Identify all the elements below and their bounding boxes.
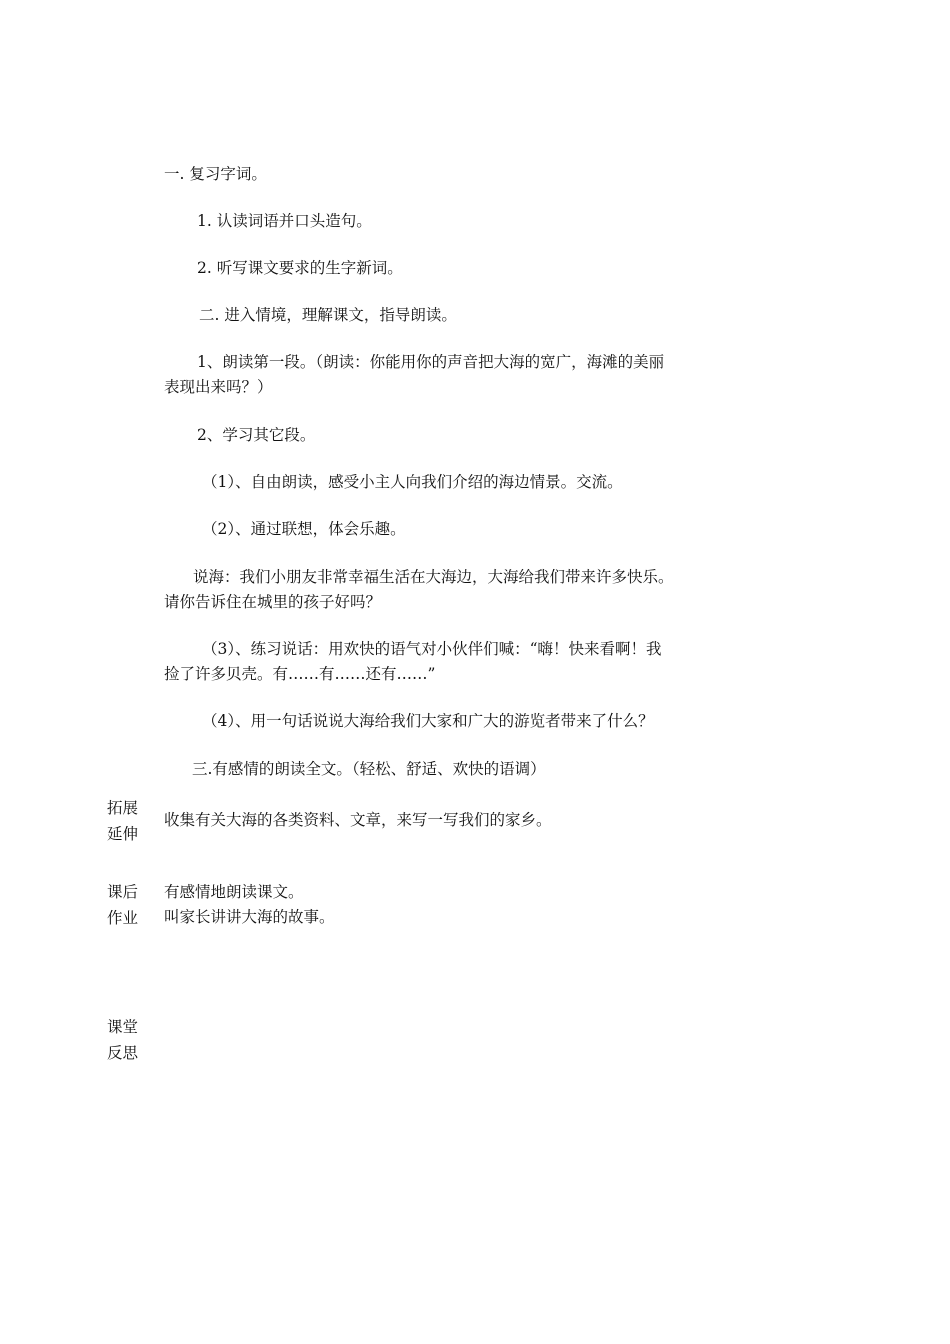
extension-label-line-1: 拓展	[107, 799, 139, 817]
reflection-label	[107, 1014, 147, 1066]
homework-text-1: 有感情地朗读课文。	[164, 883, 304, 901]
extension-label-line-2: 延伸	[107, 825, 139, 843]
homework-text-2: 叫家长讲讲大海的故事。	[164, 908, 335, 926]
section-heading-review: 一. 复习字词。	[164, 165, 267, 183]
homework-label	[107, 879, 147, 931]
reflection-label-line-1: 课堂	[107, 1018, 139, 1036]
speak-sea-line-1: 说海：我们小朋友非常幸福生活在大海边，大海给我们带来许多快乐。	[193, 568, 674, 586]
reading-step-1-line-1: 1、朗读第一段。（朗读：你能用你的声音把大海的宽广，海滩的美丽	[197, 353, 665, 371]
reading-substep-3-line-1: （3）、练习说话：用欢快的语气对小伙伴们喊：“嗨！快来看啊！我	[202, 640, 662, 658]
section-heading-full-reading: 三.有感情的朗读全文。（轻松、舒适、欢快的语调）	[192, 760, 546, 778]
speak-sea-line-2: 请你告诉住在城里的孩子好吗？	[164, 593, 382, 611]
reading-step-1-line-2: 表现出来吗？）	[164, 378, 273, 396]
reading-step-2: 2、学习其它段。	[197, 426, 316, 444]
extension-text: 收集有关大海的各类资料、文章，来写一写我们的家乡。	[164, 811, 552, 829]
reading-substep-1: （1）、自由朗读，感受小主人向我们介绍的海边情景。交流。	[202, 473, 623, 491]
review-item-1: 1. 认读词语并口头造句。	[197, 212, 372, 230]
reflection-label-line-2: 反思	[107, 1044, 139, 1062]
reading-substep-4: （4）、用一句话说说大海给我们大家和广大的游览者带来了什么？	[202, 712, 654, 730]
homework-label-line-2: 作业	[107, 909, 139, 927]
review-item-2: 2. 听写课文要求的生字新词。	[197, 259, 403, 277]
extension-label	[107, 795, 147, 847]
reading-substep-2: （2）、通过联想，体会乐趣。	[202, 520, 406, 538]
section-heading-reading: 二. 进入情境，理解课文，指导朗读。	[199, 306, 457, 324]
homework-label-line-1: 课后	[107, 883, 139, 901]
reading-substep-3-line-2: 捡了许多贝壳。有……有……还有……”	[164, 665, 436, 683]
